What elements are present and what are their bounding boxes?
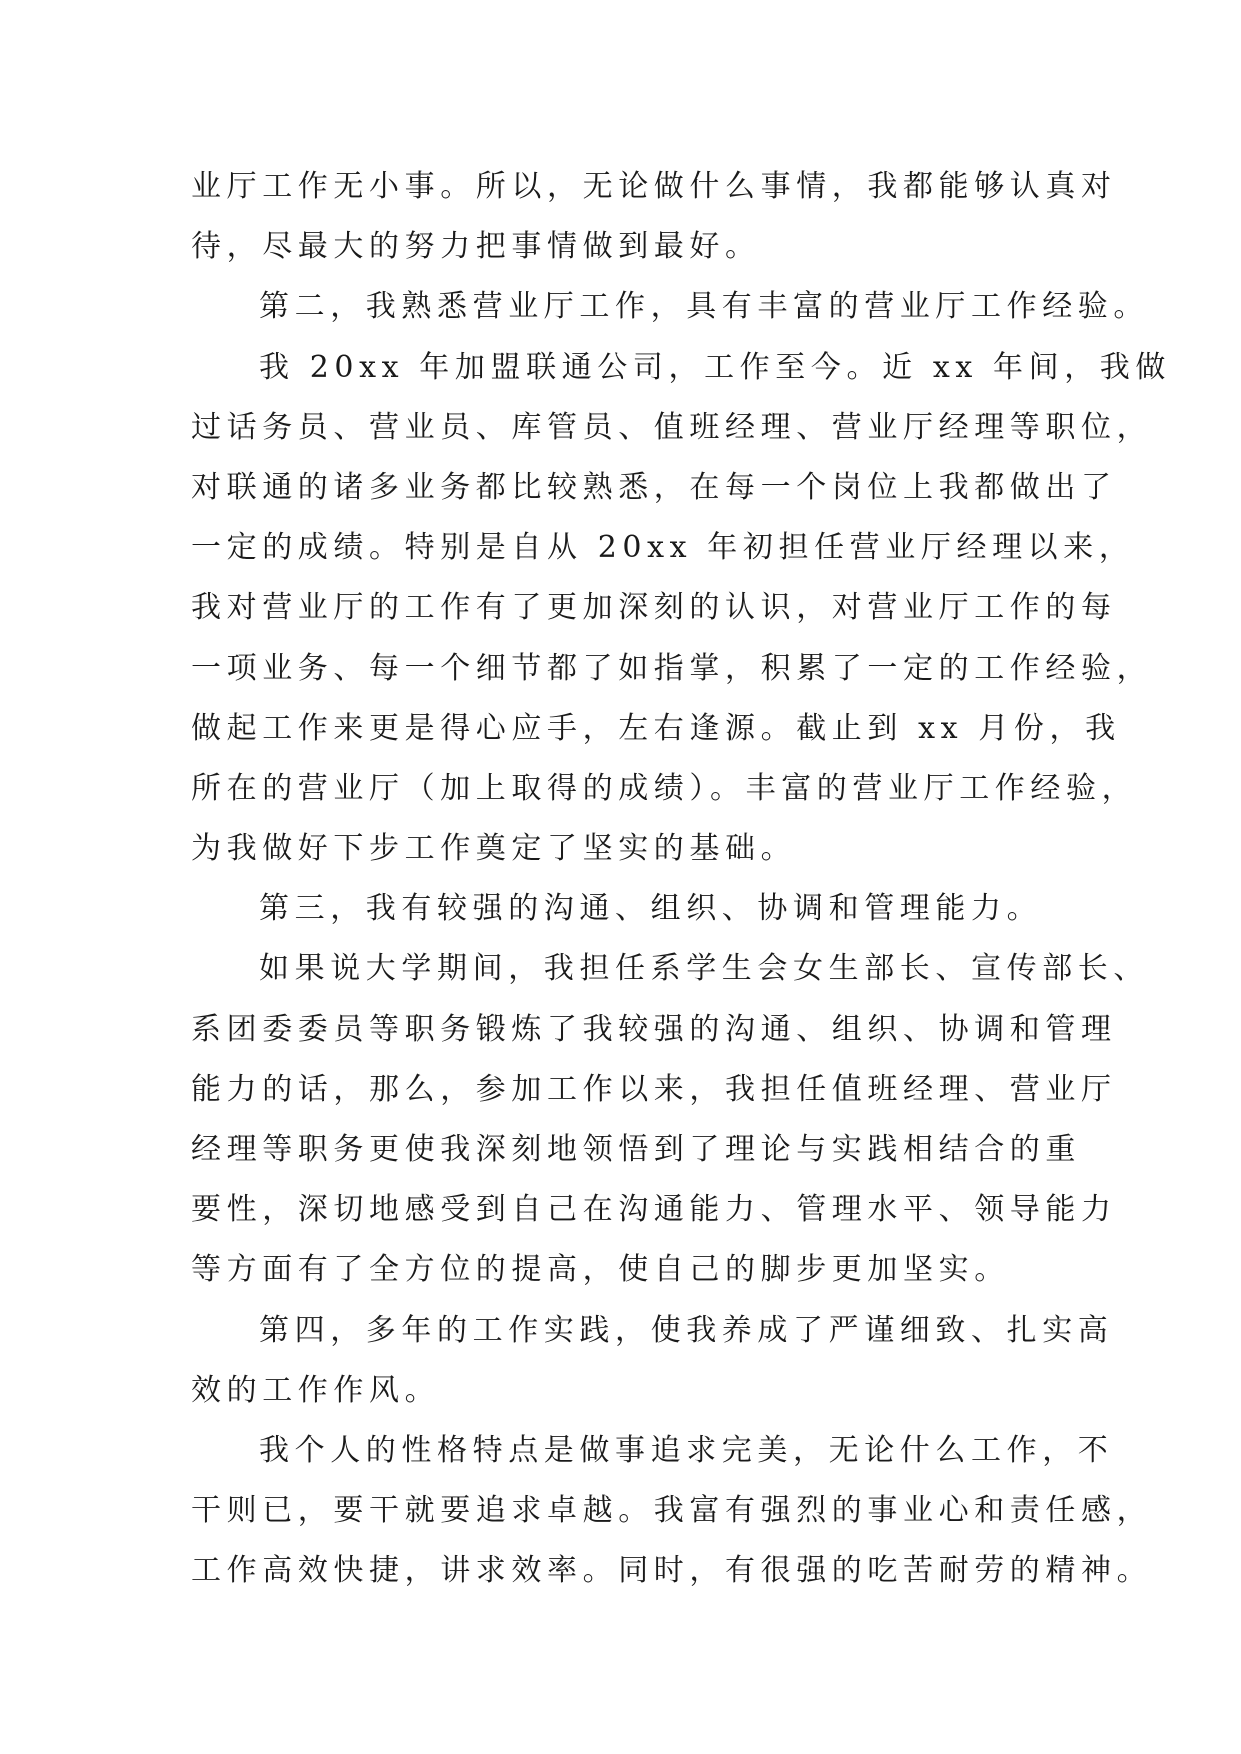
body-text: [191, 157, 1171, 1602]
text-line: 效的工作作风。: [191, 1372, 441, 1408]
text-line: 对联通的诸多业务都比较熟悉，在每一个岗位上我都做出了: [191, 469, 1117, 505]
text-line: 我个人的性格特点是做事追求完美，无论什么工作，不: [259, 1432, 1114, 1468]
text-line: 我 20xx 年加盟联通公司，工作至今。近 xx 年间，我做: [259, 349, 1171, 385]
text-line: 为我做好下步工作奠定了坚实的基础。: [191, 831, 797, 867]
text-line: 过话务员、营业员、库管员、值班经理、营业厅经理等职位，: [191, 409, 1153, 445]
text-line: 能力的话，那么，参加工作以来，我担任值班经理、营业厅: [191, 1071, 1117, 1107]
text-line: 待，尽最大的努力把事情做到最好。: [191, 229, 761, 265]
text-line: 所在的营业厅（加上取得的成绩）。丰富的营业厅工作经验，: [191, 770, 1138, 806]
text-line: 等方面有了全方位的提高，使自己的脚步更加坚实。: [191, 1252, 1010, 1288]
text-line: 要性，深切地感受到自己在沟通能力、管理水平、领导能力: [191, 1192, 1117, 1228]
text-line: 一项业务、每一个细节都了如指掌，积累了一定的工作经验，: [191, 650, 1153, 686]
point-four-heading: 第四，多年的工作实践，使我养成了严谨细致、扎实高: [259, 1312, 1114, 1348]
text-line: 系团委委员等职务锻炼了我较强的沟通、组织、协调和管理: [191, 1011, 1117, 1047]
point-two-heading: 第二，我熟悉营业厅工作，具有丰富的营业厅工作经验。: [259, 289, 1149, 325]
text-line: 经理等职务更使我深刻地领悟到了理论与实践相结合的重: [191, 1132, 1081, 1167]
text-line: 工作高效快捷，讲求效率。同时，有很强的吃苦耐劳的精神。: [191, 1553, 1153, 1589]
text-line: 业厅工作无小事。所以，无论做什么事情，我都能够认真对: [191, 169, 1117, 204]
text-line: 如果说大学期间，我担任系学生会女生部长、宣传部长、: [259, 951, 1149, 987]
text-line: 干则已，要干就要追求卓越。我富有强烈的事业心和责任感，: [191, 1493, 1153, 1529]
text-line: 做起工作来更是得心应手，左右逢源。截止到 xx 月份，我: [191, 710, 1121, 746]
point-three-heading: 第三，我有较强的沟通、组织、协调和管理能力。: [259, 891, 1043, 927]
text-line: 我对营业厅的工作有了更加深刻的认识，对营业厅工作的每: [191, 590, 1117, 626]
text-line: 一定的成绩。特别是自从 20xx 年初担任营业厅经理以来，: [191, 530, 1135, 566]
